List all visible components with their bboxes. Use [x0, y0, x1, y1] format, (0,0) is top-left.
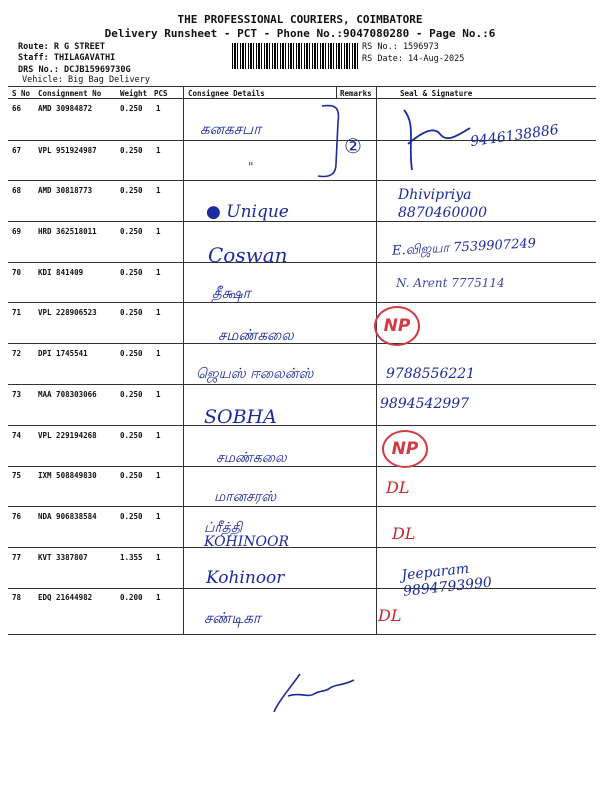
pcs-cell: 1	[156, 593, 161, 602]
consignment-cell: DPI 1745541	[38, 349, 88, 358]
company-title: THE PROFESSIONAL COURIERS, COIMBATORE	[177, 13, 423, 26]
consignment-cell: MAA 708303066	[38, 390, 97, 399]
pcs-cell: 1	[156, 146, 161, 155]
row-divider	[8, 506, 596, 507]
col-header-pcs: PCS	[154, 89, 168, 98]
consignment-cell: IXM 508849830	[38, 471, 97, 480]
weight-cell: 0.250	[120, 227, 143, 236]
remark-mark: ②	[344, 134, 362, 158]
table-bottom-border	[8, 634, 596, 635]
staff-label: Staff: THILAGAVATHI	[18, 53, 116, 63]
pcs-cell: 1	[156, 471, 161, 480]
table-top-border	[8, 86, 596, 87]
route-label: Route: R G STREET	[18, 42, 105, 52]
sno-cell: 71	[12, 308, 22, 317]
delivered-mark: DL	[392, 524, 416, 543]
handwritten-consignee: Kohinoor	[206, 568, 285, 588]
column-separator-consignee	[183, 86, 184, 634]
handwritten-consignee: சண்டிகா	[204, 609, 261, 627]
pcs-cell: 1	[156, 268, 161, 277]
sno-cell: 67	[12, 146, 22, 155]
weight-cell: 0.250	[120, 308, 143, 317]
seal-signature: E.விஜயா 7539907249	[391, 236, 537, 259]
col-header-consignment: Consignment No	[38, 89, 102, 98]
weight-cell: 0.250	[120, 104, 143, 113]
weight-cell: 0.200	[120, 593, 143, 602]
row-divider	[8, 180, 596, 181]
seal-signature: 9894542997	[380, 396, 470, 412]
consignment-cell: HRD 362518011	[38, 227, 97, 236]
drs-label: DRS No.: DCJB15969730G	[18, 65, 131, 75]
weight-cell: 0.250	[120, 186, 143, 195]
sno-cell: 70	[12, 268, 22, 277]
weight-cell: 0.250	[120, 431, 143, 440]
runsheet-subtitle: Delivery Runsheet - PCT - Phone No.:9047080280 - Page No.:6	[104, 27, 496, 40]
col-header-remarks: Remarks	[340, 89, 372, 98]
pcs-cell: 1	[156, 104, 161, 113]
consignment-cell: AMD 30818773	[38, 186, 93, 195]
pcs-cell: 1	[156, 349, 161, 358]
rs-number: RS No.: 1596973	[362, 42, 439, 52]
vehicle-label: Vehicle: Big Bag Delivery	[22, 75, 150, 85]
sno-cell: 76	[12, 512, 22, 521]
delivered-mark: DL	[378, 606, 402, 625]
sno-cell: 77	[12, 553, 22, 562]
handwritten-consignee: தீக்ஷா	[212, 284, 251, 302]
row-divider	[8, 425, 596, 426]
consignment-cell: VPL 229194268	[38, 431, 97, 440]
seal-signature: Jeeparam 9894793990	[400, 560, 493, 600]
pcs-cell: 1	[156, 227, 161, 236]
column-separator-remarks	[336, 86, 337, 98]
row-divider	[8, 384, 596, 385]
pcs-cell: 1	[156, 186, 161, 195]
sno-cell: 75	[12, 471, 22, 480]
weight-cell: 1.355	[120, 553, 143, 562]
col-header-seal-signature: Seal & Signature	[400, 89, 473, 98]
rs-date: RS Date: 14-Aug-2025	[362, 54, 465, 64]
weight-cell: 0.250	[120, 268, 143, 277]
handwritten-consignee: சமண்கலை	[216, 450, 287, 466]
row-divider	[8, 262, 596, 263]
sno-cell: 74	[12, 431, 22, 440]
not-present-stamp: NP	[374, 306, 420, 346]
weight-cell: 0.250	[120, 512, 143, 521]
weight-cell: 0.250	[120, 146, 143, 155]
pcs-cell: 1	[156, 431, 161, 440]
consignment-cell: VPL 228906523	[38, 308, 97, 317]
row-divider	[8, 466, 596, 467]
header-divider	[8, 98, 596, 99]
seal-signature: Dhivipriya 8870460000	[398, 187, 488, 221]
consignment-cell: KDI 841409	[38, 268, 84, 277]
pcs-cell: 1	[156, 553, 161, 562]
pcs-cell: 1	[156, 512, 161, 521]
seal-signature: N. Arent 7775114	[396, 276, 505, 290]
consignment-cell: NDA 906838584	[38, 512, 97, 521]
handwritten-consignee: ● Unique	[206, 202, 289, 222]
sno-cell: 72	[12, 349, 22, 358]
not-present-stamp: NP	[382, 430, 428, 468]
sno-cell: 69	[12, 227, 22, 236]
sno-cell: 73	[12, 390, 22, 399]
column-separator-seal	[376, 86, 377, 634]
handwritten-consignee: SOBHA	[204, 406, 277, 428]
col-header-consignee: Consignee Details	[188, 89, 265, 98]
handwritten-consignee: "	[248, 160, 254, 174]
handwritten-consignee: மானசரஸ்	[214, 489, 277, 505]
pcs-cell: 1	[156, 390, 161, 399]
pcs-cell: 1	[156, 308, 161, 317]
row-divider	[8, 343, 596, 344]
sno-cell: 68	[12, 186, 22, 195]
weight-cell: 0.250	[120, 390, 143, 399]
barcode	[232, 43, 358, 69]
row-divider	[8, 302, 596, 303]
sno-cell: 66	[12, 104, 22, 113]
handwritten-consignee: Coswan	[208, 243, 288, 267]
handwritten-consignee: ப்ரீத்தி KOHINOOR	[204, 520, 290, 550]
sno-cell: 78	[12, 593, 22, 602]
consignment-cell: KVT 3387807	[38, 553, 88, 562]
seal-phone: 9446138886	[469, 121, 560, 151]
consignment-cell: AMD 30984872	[38, 104, 93, 113]
handwritten-consignee: ஜெயஸ் ஈலைன்ஸ்	[196, 366, 314, 382]
handwritten-consignee: கனகசபா	[200, 120, 262, 138]
col-header-sno: S No	[12, 89, 31, 98]
consignment-cell: EDQ 21644982	[38, 593, 93, 602]
consignment-cell: VPL 951924987	[38, 146, 97, 155]
delivered-mark: DL	[386, 478, 410, 497]
seal-signature: 9788556221	[386, 366, 476, 382]
col-header-weight: Weight	[120, 89, 148, 98]
weight-cell: 0.250	[120, 471, 143, 480]
handwritten-consignee: சமண்கலை	[218, 326, 294, 344]
weight-cell: 0.250	[120, 349, 143, 358]
